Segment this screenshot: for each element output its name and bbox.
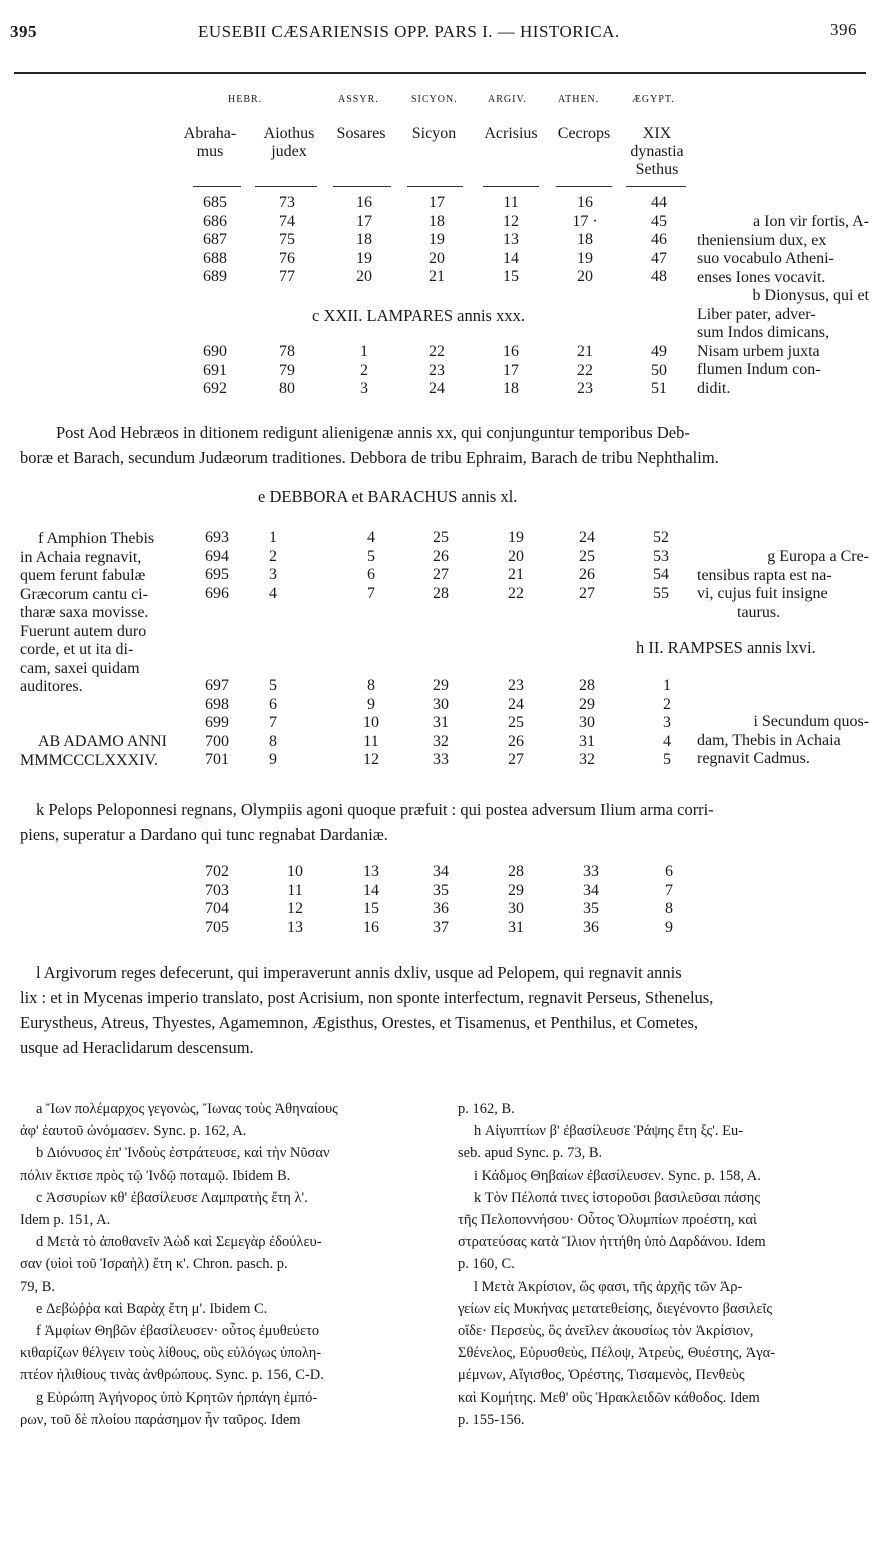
col-label-argiv: ARGIV. (488, 94, 527, 105)
table-block1b: 22 23 24 (429, 343, 445, 397)
table-block2: 19 20 21 22 (508, 529, 524, 602)
col-sub-sosares: Sosares (336, 125, 386, 142)
table-block2b: 28 29 30 31 32 (579, 677, 595, 768)
header-rule (14, 72, 866, 74)
table-block2b: 697 698 699 700 701 (205, 677, 229, 768)
col-sub-abrahamus: Abraha- mus (183, 125, 237, 160)
table-block2: 24 25 26 27 (579, 529, 595, 602)
col-sub-cecrops: Cecrops (557, 125, 611, 142)
header-underline (407, 186, 463, 187)
table-block1b: 690 691 692 (203, 343, 227, 397)
table-block1b: 1 2 3 (360, 343, 368, 397)
table-block2b: 5 6 7 8 9 (269, 677, 277, 768)
table-block2b: 23 24 25 26 27 (508, 677, 524, 768)
table-block3: 10 11 12 13 (287, 863, 303, 936)
table-block1b: 16 17 18 (503, 343, 519, 397)
table-block2: 52 53 54 55 (653, 529, 669, 602)
col-label-aegypt: ÆGYPT. (632, 94, 675, 105)
table-block2: 4 5 6 7 (367, 529, 375, 602)
page-number-left: 395 (10, 22, 37, 41)
header-underline (193, 186, 241, 187)
table-block2: 693 694 695 696 (205, 529, 229, 602)
col-label-assyr: ASSYR. (338, 94, 379, 105)
header-underline (255, 186, 317, 187)
table-block1: 17 18 19 20 21 (429, 194, 445, 285)
table-block2b: 1 2 3 4 5 (663, 677, 671, 768)
col-sub-aiothus: Aiothus judex (263, 125, 315, 160)
paragraph-aod: Post Aod Hebræos in ditionem redigunt alienigenæ annis xx, qui conjunguntur temporibus Deb- boræ et Barach, secundum Judæorum traditiones. Debbora de tribu Ephraim, Barach de tribu Nephthalim. (20, 423, 719, 467)
col-sub-aegypt: XIX dynastia Sethus (630, 125, 684, 178)
table-block1b: 78 79 80 (279, 343, 295, 397)
table-block2b: 8 9 10 11 12 (363, 677, 379, 768)
page-number-right: 396 (830, 20, 857, 39)
col-sub-acrisius: Acrisius (484, 125, 538, 142)
table-block3: 34 35 36 37 (433, 863, 449, 936)
table-block2: 25 26 27 28 (433, 529, 449, 602)
table-block3: 33 34 35 36 (583, 863, 599, 936)
running-title: EUSEBII CÆSARIENSIS OPP. PARS I. — HISTORICA. (198, 22, 620, 41)
table-block1b: 21 22 23 (577, 343, 593, 397)
side-note-g: g Europa a Cre- tensibus rapta est na- vi, cujus fuit insigne taurus. (697, 548, 869, 621)
table-block1: 73 74 75 76 77 (279, 194, 295, 285)
table-block1: 11 12 13 14 15 (503, 194, 519, 285)
footnotes-right-column: p. 162, B. h Αἰγυπτίων β' ἐβασίλευσε Ῥάψης ἔτη ξς'. Eu- seb. apud Sync. p. 73, B. i Κάδμος Θηβαίων ἐβασίλευσεν. Sync. p. 158, A. k Τὸν Πέλοπά τινες ἱστοροῦσι βασιλεῦσαι πάσης τῆς Πελοποννήσου· Οὗτος Ὀλυμπίων προέστη, καὶ στρατεύσας κατὰ Ἴλιον ἡττήθη ὑπὸ Δαρδάνου. Idem p. 160, C. l Μετὰ Ἀκρίσιον, ὥς φασι, τῆς ἀρχῆς τῶν Ἀρ- γείων εἰς Μυκήνας μετατεθείσης, διεγένοντο βασιλεῖς οἵδε· Περσεὺς, ὃς ἀνεῖλεν ἀκουσίως τὸν Ἀκρίσιον, Σθένελος, Εὐρυσθεὺς, Πέλοψ, Ἀτρεὺς, Θυέστης, Ἀγα- μέμνων, Αἴγισθος, Ὀρέστης, Τισαμενὸς, Πενθεὺς καὶ Κομήτης. Μεθ' οὓς Ἡρακλειδῶν κάθοδος. Idem p. 155-156. (458, 1101, 776, 1428)
col-label-sicyon: SICYON. (411, 94, 458, 105)
side-note-i: i Secundum quos- dam, Thebis in Achaia regnavit Cadmus. (697, 713, 869, 767)
reign-heading-rampses: h II. RAMPSES annis lxvi. (636, 638, 816, 657)
reign-heading-debbora: e DEBBORA et BARACHUS annis xl. (258, 487, 518, 506)
table-block2: 1 2 3 4 (269, 529, 277, 602)
col-sub-sicyon: Sicyon (411, 125, 457, 142)
header-underline (333, 186, 391, 187)
table-block3: 702 703 704 705 (205, 863, 229, 936)
table-block2b: 29 30 31 32 33 (433, 677, 449, 768)
col-label-athen: ATHEN. (558, 94, 600, 105)
table-block3: 13 14 15 16 (363, 863, 379, 936)
footnotes-left-column: a Ἴων πολέμαρχος γεγονὼς, Ἴωνας τοὺς Ἀθηναίους ἀφ' ἑαυτοῦ ὠνόμασεν. Sync. p. 162, A. b Διόνυσος ἐπ' Ἰνδοὺς ἐστράτευσε, καὶ τὴν Νῦσαν πόλιν ἔκτισε πρὸς τῷ Ἰνδῷ ποταμῷ. Ibidem B. c Ἀσσυρίων κθ' ἐβασίλευσε Λαμπρατὴς ἔτη λ'. Idem p. 151, A. d Μετὰ τὸ ἀποθανεῖν Ἀὼδ καὶ Σεμεγὰρ ἐδούλευ- σαν (υἱοὶ τοῦ Ἰσραὴλ) ἔτη κ'. Chron. pasch. p. 79, B. e Δεβώῤῥα καὶ Βαρὰχ ἔτη μ'. Ibidem C. f Ἀμφίων Θηβῶν ἐβασίλευσεν· οὗτος ἐμυθεύετο κιθαρίζων θέλγειν τοὺς λίθους, οὓς εὐλόγως ὑπολη- πτέον ἠλιθίους τινὰς ἀνθρώπους. Sync. p. 156, C-D. g Εὐρώπη Ἀγήνορος ὑπὸ Κρητῶν ἡρπάγη ἐμπό- ρων, τοῦ δὲ πλοίου παράσημον ἦν ταῦρος. Idem (20, 1101, 338, 1428)
table-block1: 16 17 · 18 19 20 (572, 194, 598, 285)
reign-heading-lampares: c XXII. LAMPARES annis xxx. (312, 306, 525, 325)
side-note-ab: a Ion vir fortis, A- theniensium dux, ex suo vocabulo Atheni- enses Iones vocavit. b Dionysus, qui et Liber pater, adver- sum Indos dimicans, Nisam urbem juxta flumen Indum con- didit. (697, 213, 869, 397)
table-block1: 44 45 46 47 48 (651, 194, 667, 285)
table-block3: 6 7 8 9 (665, 863, 673, 936)
header-underline (483, 186, 539, 187)
table-block3: 28 29 30 31 (508, 863, 524, 936)
header-underline (556, 186, 612, 187)
ab-adamo-note: AB ADAMO ANNI MMMCCCLXXXIV. (20, 733, 167, 769)
paragraph-pelops: k Pelops Peloponnesi regnans, Olympiis agoni quoque præfuit : qui postea adversum Ilium arma corri- piens, superatur a Dardano qui tunc regnabat Dardaniæ. (20, 800, 714, 844)
table-block1: 16 17 18 19 20 (356, 194, 372, 285)
header-underline (626, 186, 686, 187)
col-label-hebr: HEBR. (228, 94, 263, 105)
table-block1b: 49 50 51 (651, 343, 667, 397)
table-block1: 685 686 687 688 689 (203, 194, 227, 285)
paragraph-argivorum: l Argivorum reges defecerunt, qui imperaverunt annis dxliv, usque ad Pelopem, qui regnavit annis lix : et in Mycenas imperio translato, post Acrisium, non sponte interfectum, regnavit Perseus, Sthenelus, Eurystheus, Atreus, Thyestes, Agamemnon, Ægisthus, Orestes, et Tisamenus, et Penthilus, et Cometes, usque ad Heraclidarum descensum. (20, 963, 714, 1057)
side-note-f: f Amphion Thebis in Achaia regnavit, quem ferunt fabulæ Græcorum cantu ci- tharæ saxa movisse. Fuerunt autem duro corde, et ut ita di- cam, saxei quidam auditores. (20, 530, 155, 695)
